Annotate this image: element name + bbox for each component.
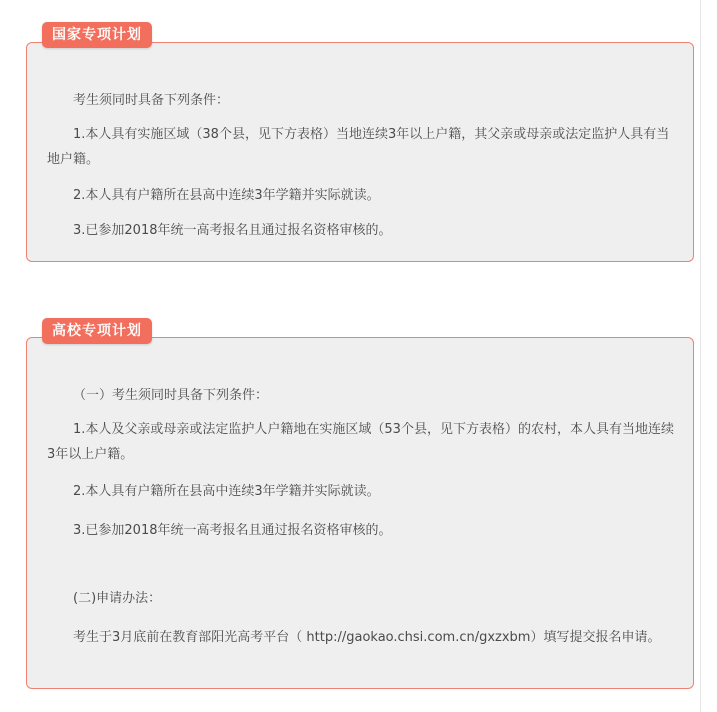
paragraph: 1.本人及父亲或母亲或法定监护人户籍地在实施区域（53个县，见下方表格）的农村，本人具有当地连续3年以上户籍。 — [47, 422, 674, 462]
paragraph: 2.本人具有户籍所在县高中连续3年学籍并实际就读。 — [73, 484, 380, 499]
section-tag: 高校专项计划 — [42, 318, 152, 344]
paragraph: 3.已参加2018年统一高考报名且通过报名资格审核的。 — [73, 523, 392, 538]
paragraph: （一）考生须同时具备下列条件： — [73, 388, 269, 403]
section-content-box — [26, 42, 694, 262]
paragraph: 考生须同时具备下列条件： — [73, 93, 230, 108]
paragraph: 3.已参加2018年统一高考报名且通过报名资格审核的。 — [73, 223, 392, 238]
paragraph: 1.本人具有实施区域（38个县，见下方表格）当地连续3年以上户籍，其父亲或母亲或法定监护人具有当地户籍。 — [47, 127, 670, 167]
section-tag: 国家专项计划 — [42, 22, 152, 48]
paragraph: 2.本人具有户籍所在县高中连续3年学籍并实际就读。 — [73, 188, 380, 203]
paragraph: 考生于3月底前在教育部阳光高考平台（ http://gaokao.chsi.com.cn/gxzxbm）填写提交报名申请。 — [73, 630, 661, 645]
paragraph: (二)申请办法： — [73, 591, 162, 606]
section-content-box — [26, 337, 694, 689]
divider — [700, 0, 701, 712]
